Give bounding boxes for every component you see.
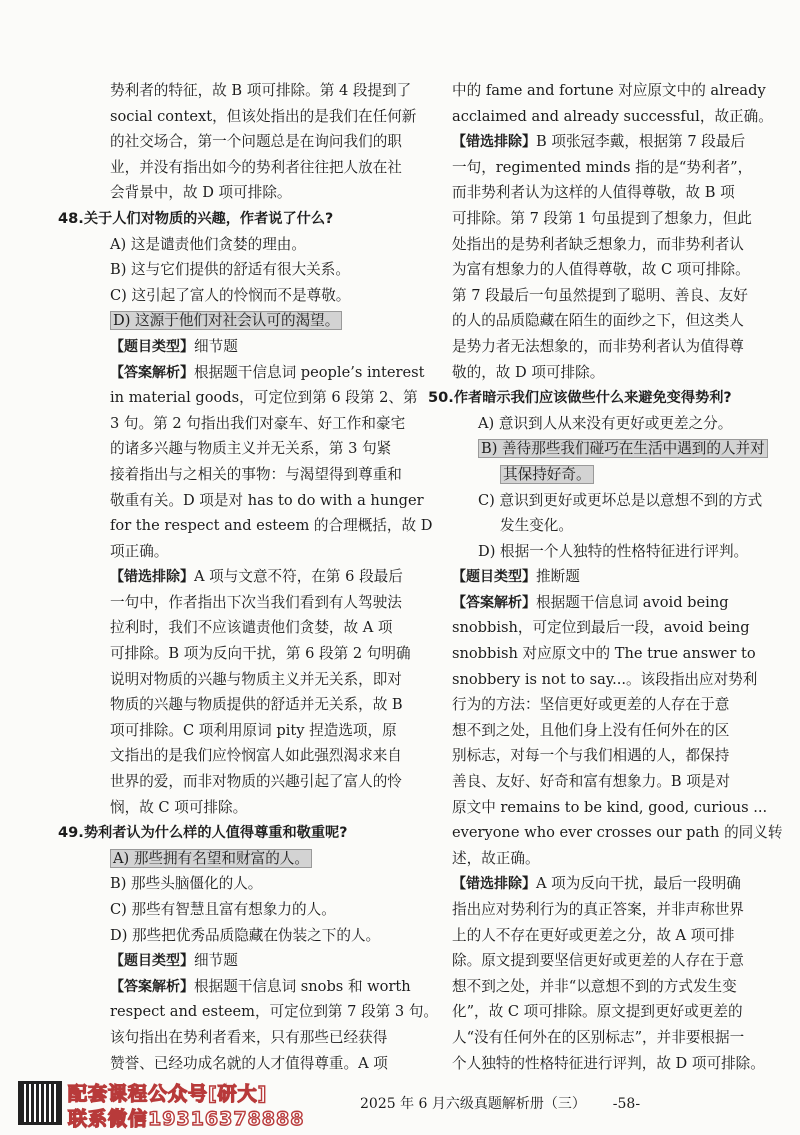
line-text: 可排除。B 项为反向干扰，第 6 段第 2 句明确	[110, 645, 411, 663]
line-text: 细节题	[194, 952, 238, 970]
line-text: 文指出的是我们应怜悯富人如此强烈渴求来自	[110, 747, 402, 765]
text-line	[84, 718, 397, 744]
line-text: 根据题干信息词 snobs 和 worth	[194, 977, 411, 995]
line-text: A) 这是谴责他们贪婪的理由。	[110, 235, 306, 253]
line-text: 3 句。第 2 句指出我们对豪车、好工作和豪宅	[110, 414, 406, 432]
text-line	[452, 436, 765, 462]
line-text: D) 那些把优秀品质隐藏在伪装之下的人。	[110, 926, 381, 944]
section-tag: 【题目类型】	[452, 569, 536, 586]
line-text: 拉利时，我们不应该谴责他们贪婪，故 A 项	[110, 619, 393, 637]
section-tag: 【题目类型】	[110, 953, 194, 970]
text-line	[84, 539, 392, 565]
text-line	[84, 513, 433, 539]
page-footer	[360, 1093, 640, 1113]
line-text: 一句中，作者指出下次当我们看到有人驾驶法	[110, 593, 402, 611]
line-text: 发生变化。	[500, 517, 573, 535]
line-text: 第 7 段最后一句虽然提到了聪明、善良、友好	[452, 286, 748, 304]
text-line	[452, 513, 752, 539]
text-line	[452, 769, 752, 795]
line-text: 根据题干信息词 people’s interest	[194, 363, 425, 381]
text-line	[452, 488, 763, 514]
line-text: 物质的兴趣与物质提供的舒适并无关系，故 B	[110, 696, 403, 714]
line-text: 行为的方法：坚信更好或更差的人存在于意	[452, 696, 730, 714]
line-text: 述，故正确。	[452, 849, 540, 867]
section-line	[452, 590, 752, 616]
question-text: 作者暗示我们应该做些什么来避免变得势利?	[453, 390, 732, 407]
text-line	[84, 615, 392, 641]
line-text: 推断题	[536, 568, 580, 586]
text-line	[84, 436, 392, 462]
section-tag: 【错选排除】	[452, 134, 536, 151]
line-text: for the respect and esteem 的合理概括，故 D	[110, 517, 433, 535]
line-text: D) 根据一个人独特的性格特征进行评判。	[478, 542, 749, 560]
line-text: B 项张冠李戴，根据第 7 段最后	[536, 133, 746, 151]
text-line	[452, 462, 752, 488]
section-line	[452, 564, 752, 590]
line-text: 一句，regimented minds 指的是“势利者”，	[452, 158, 753, 176]
text-line	[84, 641, 411, 667]
section-line	[84, 948, 392, 974]
line-text: C) 这引起了富人的怜悯而不是尊敬。	[110, 286, 351, 304]
line-text: B) 这与它们提供的舒适有很大关系。	[110, 261, 350, 279]
line-text: snobbish，可定位到最后一段，avoid being	[452, 619, 750, 637]
line-text: 善良、友好、好奇和富有想象力。B 项是对	[452, 773, 731, 791]
line-text: 除。原文提到要坚信更好或更差的人存在于意	[452, 952, 744, 970]
text-line	[84, 155, 402, 181]
text-line	[452, 411, 752, 437]
text-line	[452, 308, 752, 334]
section-tag: 【答案解析】	[110, 978, 194, 995]
text-line	[452, 206, 752, 232]
line-text: 世界的爱，而非对物质的兴趣引起了富人的怜	[110, 773, 402, 791]
line-text: 可排除。第 7 段第 1 句虽提到了想象力，但此	[452, 209, 752, 227]
text-line	[452, 104, 773, 130]
line-text: 处指出的是势利者缺乏想象力，而非势利者认	[452, 235, 744, 253]
text-line	[452, 974, 752, 1000]
text-line	[452, 232, 752, 258]
line-text: 项正确。	[110, 542, 169, 560]
text-line	[452, 692, 752, 718]
text-line	[84, 923, 392, 949]
text-line	[84, 488, 424, 514]
line-text: respect and esteem，可定位到第 7 段第 3 句。	[110, 1003, 439, 1021]
text-line	[84, 257, 392, 283]
line-text: 赞誉、已经功成名就的人才值得尊重。A 项	[110, 1054, 388, 1072]
section-line	[84, 564, 403, 590]
question-line	[58, 820, 392, 846]
text-line	[452, 78, 766, 104]
text-line	[452, 1051, 765, 1077]
text-line	[452, 360, 752, 386]
question-text: 关于人们对物质的兴趣，作者说了什么?	[83, 210, 334, 227]
text-line	[452, 641, 756, 667]
line-text: 而非势利者认为这样的人值得尊敬，故 B 项	[452, 184, 735, 202]
question-line	[58, 206, 392, 232]
text-line	[452, 180, 752, 206]
text-line	[452, 615, 752, 641]
text-line	[84, 769, 402, 795]
text-line	[452, 334, 752, 360]
line-text: 悯，故 C 项可排除。	[110, 798, 248, 816]
line-text: 上的人不存在更好或更差之分，故 A 项可排	[452, 926, 735, 944]
section-tag: 【答案解析】	[452, 594, 536, 611]
line-text: social context，但该处指出的是我们在任何新	[110, 107, 417, 125]
text-line	[84, 692, 403, 718]
line-text: 敬的，故 D 项可排除。	[452, 363, 605, 381]
text-line	[84, 667, 402, 693]
text-line	[84, 283, 392, 309]
line-text: 项可排除。C 项利用原词 pity 捏造选项，原	[110, 721, 397, 739]
text-line	[452, 923, 752, 949]
line-text: 根据题干信息词 avoid being	[536, 593, 729, 611]
text-line	[84, 78, 412, 104]
promo-line-2: 联系微信19316378888	[68, 1108, 305, 1130]
question-text: 势利者认为什么样的人值得尊重和敬重呢?	[83, 825, 348, 842]
text-line	[452, 897, 752, 923]
text-line	[452, 999, 752, 1025]
text-line	[84, 743, 402, 769]
line-text: 说明对物质的兴趣与物质主义并无关系，即对	[110, 670, 402, 688]
line-text: 别标志，对每一个与我们相遇的人，都保持	[452, 747, 730, 765]
question-line	[428, 385, 752, 411]
text-line	[84, 232, 392, 258]
text-line	[452, 948, 752, 974]
line-text: 细节题	[194, 337, 238, 355]
text-line	[84, 1025, 392, 1051]
line-text: A 项与文意不符，在第 6 段最后	[194, 568, 403, 586]
text-line	[84, 1051, 392, 1077]
correct-option-highlight: D) 这源于他们对社会认可的渴望。	[110, 311, 342, 330]
text-line	[452, 820, 783, 846]
question-number: 49.	[58, 824, 84, 842]
text-line	[84, 795, 392, 821]
left-column	[58, 78, 439, 1076]
text-line	[84, 308, 392, 334]
line-text: 接着指出与之相关的事物：与渴望得到尊重和	[110, 465, 402, 483]
text-line	[452, 1025, 752, 1051]
line-text: 的诸多兴趣与物质主义并无关系，第 3 句紧	[110, 440, 392, 458]
section-tag: 【答案解析】	[110, 364, 194, 381]
line-text: 原文中 remains to be kind, good, curious ...	[452, 798, 768, 816]
section-tag: 【错选排除】	[452, 876, 536, 893]
text-line	[452, 795, 768, 821]
line-text: everyone who ever crosses our path 的同义转	[452, 824, 783, 842]
section-tag: 【题目类型】	[110, 338, 194, 355]
text-line	[84, 129, 402, 155]
line-text: C) 意识到更好或更坏总是以意想不到的方式	[478, 491, 763, 509]
text-line	[452, 257, 752, 283]
line-text: 该句指出在势利者看来，只有那些已经获得	[110, 1028, 388, 1046]
question-number: 50.	[428, 389, 454, 407]
text-line	[452, 283, 752, 309]
text-line	[84, 897, 392, 923]
line-text: in material goods，可定位到第 6 段第 2、第	[110, 389, 418, 407]
line-text: 会背景中，故 D 项可排除。	[110, 184, 292, 202]
line-text: acclaimed and already successful，故正确。	[452, 107, 773, 125]
line-text: 指出应对势利行为的真正答案，并非声称世界	[452, 901, 744, 918]
correct-option-highlight: 其保持好奇。	[500, 465, 594, 484]
line-text: 想不到之处，并非“以意想不到的方式发生变	[452, 977, 737, 995]
line-text: 人“没有任何外在的区别标志”，并非要根据一	[452, 1028, 745, 1046]
correct-option-highlight: B) 善待那些我们碰巧在生活中遇到的人并对	[478, 439, 768, 458]
line-text: snobbish 对应原文中的 The true answer to	[452, 645, 756, 663]
footer-title: 2025 年 6 月六级真题解析册（三）	[360, 1096, 586, 1112]
section-line	[84, 334, 392, 360]
line-text: 业，并没有指出如今的势利者往往把人放在社	[110, 158, 402, 176]
promo-line-1: 配套课程公众号[研大]	[68, 1083, 268, 1105]
text-line	[452, 846, 752, 872]
line-text: 为富有想象力的人值得尊敬，故 C 项可排除。	[452, 261, 750, 279]
line-text: B) 那些头脑僵化的人。	[110, 875, 263, 893]
text-line	[452, 718, 752, 744]
text-line	[452, 155, 752, 181]
text-line	[84, 411, 406, 437]
qr-code-image	[18, 1081, 62, 1125]
line-text: 的人的品质隐藏在陌生的面纱之下，但这类人	[452, 312, 744, 330]
line-text: 势利者的特征，故 B 项可排除。第 4 段提到了	[110, 82, 412, 99]
right-column	[428, 78, 783, 1076]
section-line	[84, 360, 425, 386]
line-text: 个人独特的性格特征进行评判，故 D 项可排除。	[452, 1054, 765, 1072]
page-number: -58-	[612, 1096, 641, 1112]
correct-option-highlight: A) 那些拥有名望和财富的人。	[110, 849, 312, 868]
section-tag: 【错选排除】	[110, 569, 194, 586]
section-line	[84, 974, 411, 1000]
line-text: snobbery is not to say...。该段指出应对势利	[452, 670, 758, 688]
question-number: 48.	[58, 209, 84, 227]
text-line	[452, 743, 752, 769]
text-line	[84, 590, 402, 616]
text-line	[452, 667, 758, 693]
text-line	[452, 539, 752, 565]
text-line	[84, 999, 439, 1025]
line-text: C) 那些有智慧且富有想象力的人。	[110, 901, 336, 918]
text-line	[84, 846, 392, 872]
text-line	[84, 180, 392, 206]
line-text: A 项为反向干扰，最后一段明确	[536, 875, 741, 893]
section-line	[452, 129, 752, 155]
line-text: 中的 fame and fortune 对应原文中的 already	[452, 82, 766, 99]
line-text: 想不到之处，且他们身上没有任何外在的区	[452, 721, 730, 739]
line-text: 化”，故 C 项可排除。原文提到更好或更差的	[452, 1003, 743, 1021]
text-line	[84, 104, 417, 130]
line-text: A) 意识到人从来没有更好或更差之分。	[478, 414, 733, 432]
line-text: 的社交场合，第一个问题总是在询问我们的职	[110, 133, 402, 151]
section-line	[452, 871, 752, 897]
line-text: 是势力者无法想象的，而非势利者认为值得尊	[452, 337, 744, 355]
line-text: 敬重有关。D 项是对 has to do with a hunger	[110, 491, 424, 509]
text-line	[84, 385, 418, 411]
text-line	[84, 871, 392, 897]
text-line	[84, 462, 402, 488]
